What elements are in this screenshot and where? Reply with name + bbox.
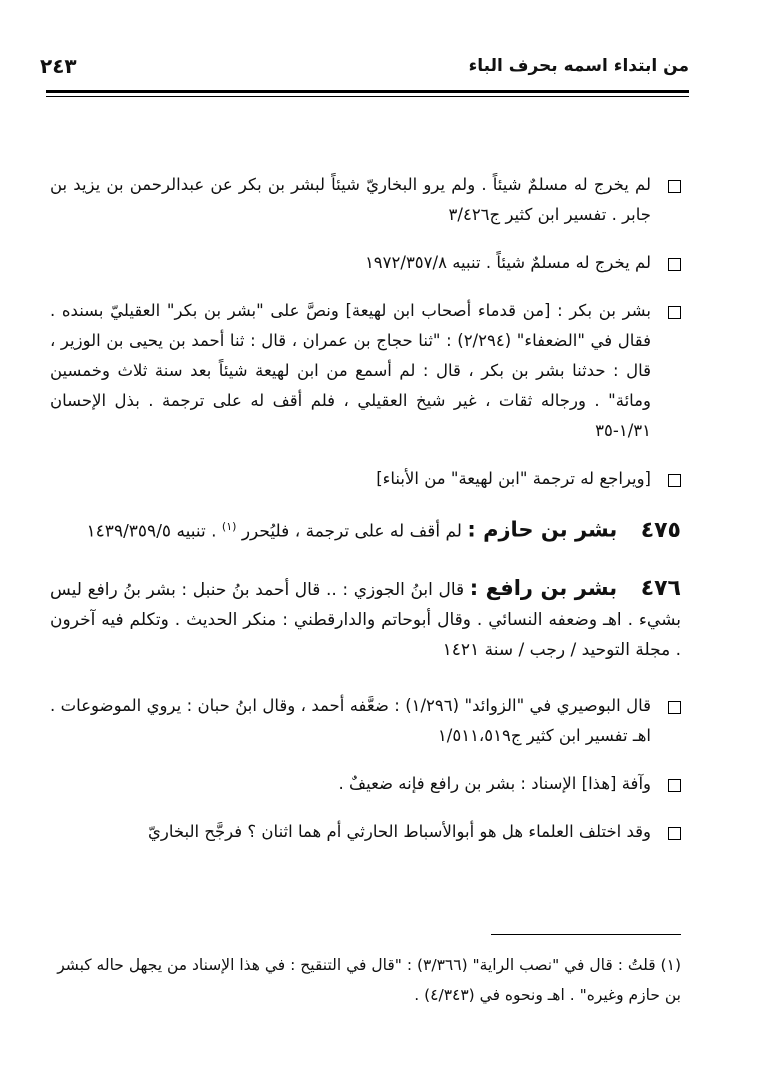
bullet-item [50,170,681,230]
checkbox-square-icon [668,701,681,714]
entry-number: ٤٧٥ [640,517,681,543]
footnotes [50,950,681,1010]
bullet-text: قال البوصيري في "الزوائد" (١/٢٩٦) : ضعَّفه أحمد ، وقال ابنُ حبان : يروي الموضوعات . اهـ تفسير ابن كثير ج١/٥١١،٥١٩ [50,695,651,745]
entry-number: ٤٧٦ [640,575,681,601]
header-rule-thin [46,96,689,97]
bullet-text: وآفة [هذا] الإسناد : بشر بن رافع فإنه ضعيفٌ . [338,773,651,793]
checkbox-square-icon [668,306,681,319]
entry-475 [50,512,681,547]
checkbox-square-icon [668,258,681,271]
page-number: ٢٤٣ [40,54,77,78]
bullet-text: لم يخرج له مسلمٌ شيئاً . تنبيه ١٩٧٢/٣٥٧/٨ [364,253,651,272]
checkbox-square-icon [668,779,681,792]
header-rule-thick [46,90,689,93]
entry-text: لم أقف له على ترجمة ، فليُحرر [241,521,462,542]
entry-name: بشر بن رافع : [469,575,618,600]
entry-text-tail: . تنبيه ١٤٣٩/٣٥٩/٥ [86,521,217,542]
entry-text: قال ابنُ الجوزي : .. قال أحمد بنُ حنبل : بشر بنُ رافع ليس بشيء . اهـ وضعفه النسائي . وقال أبوحاتم والدارقطني : منكر الحديث . وتكلم فيه آخرون . مجلة التوحيد / رجب / سنة ١٤٢١ [50,579,681,660]
footnote-ref[interactable]: (١) [221,520,237,533]
bullet-item [50,296,681,446]
bullet-text: بشر بن بكر : [من قدماء أصحاب ابن لهيعة] ونصَّ على "بشر بن بكر" العقيليّ بسنده . فقال في "الضعفاء" (٢/٢٩٤) : "ثنا حجاج بن عمران ، قال : ثنا أحمد بن يحيى بن الوزير ، قال : حدثنا بشر بن بكر ، قال : لم أسمع من ابن لهيعة شيئاً بعد سنة ثلاث وخمسين ومائة" . ورجاله ثقات ، غير شيخ العقيلي ، فلم أقف له على ترجمة . بذل الإحسان ١/٣١-٣٥ [50,301,651,440]
bullet-text: [ويراجع له ترجمة "ابن لهيعة" من الأبناء] [376,469,651,488]
bullet-item [50,769,681,799]
bullet-item [50,248,681,278]
page-header [40,52,689,86]
page-body [50,170,681,865]
checkbox-square-icon [668,827,681,840]
bullet-item [50,691,681,751]
bullet-text: وقد اختلف العلماء هل هو أبوالأسباط الحارثي أم هما اثنان ؟ فرجَّح البخاريّ [147,821,651,841]
entry-name: بشر بن حازم : [467,517,618,542]
running-title: من ابتداء اسمه بحرف الباء [468,56,689,76]
bullet-text: لم يخرج له مسلمٌ شيئاً . ولم يرو البخاريّ شيئاً لبشر بن بكر عن عبدالرحمن بن يزيد بن جابر . تفسير ابن كثير ج٣/٤٢٦ [50,175,651,224]
footnote-item: (١) قلتُ : قال في "نصب الراية" (٣/٣٦٦) : "قال في التنقيح : في هذا الإسناد من يجهل حاله كبشر بن حازم وغيره" . اهـ ونحوه في (٤/٣٤٣) . [57,956,681,1004]
checkbox-square-icon [668,180,681,193]
bullet-item [50,464,681,494]
checkbox-square-icon [668,474,681,487]
footnote-separator [491,934,681,935]
bullet-item [50,817,681,847]
entry-476 [50,573,681,665]
